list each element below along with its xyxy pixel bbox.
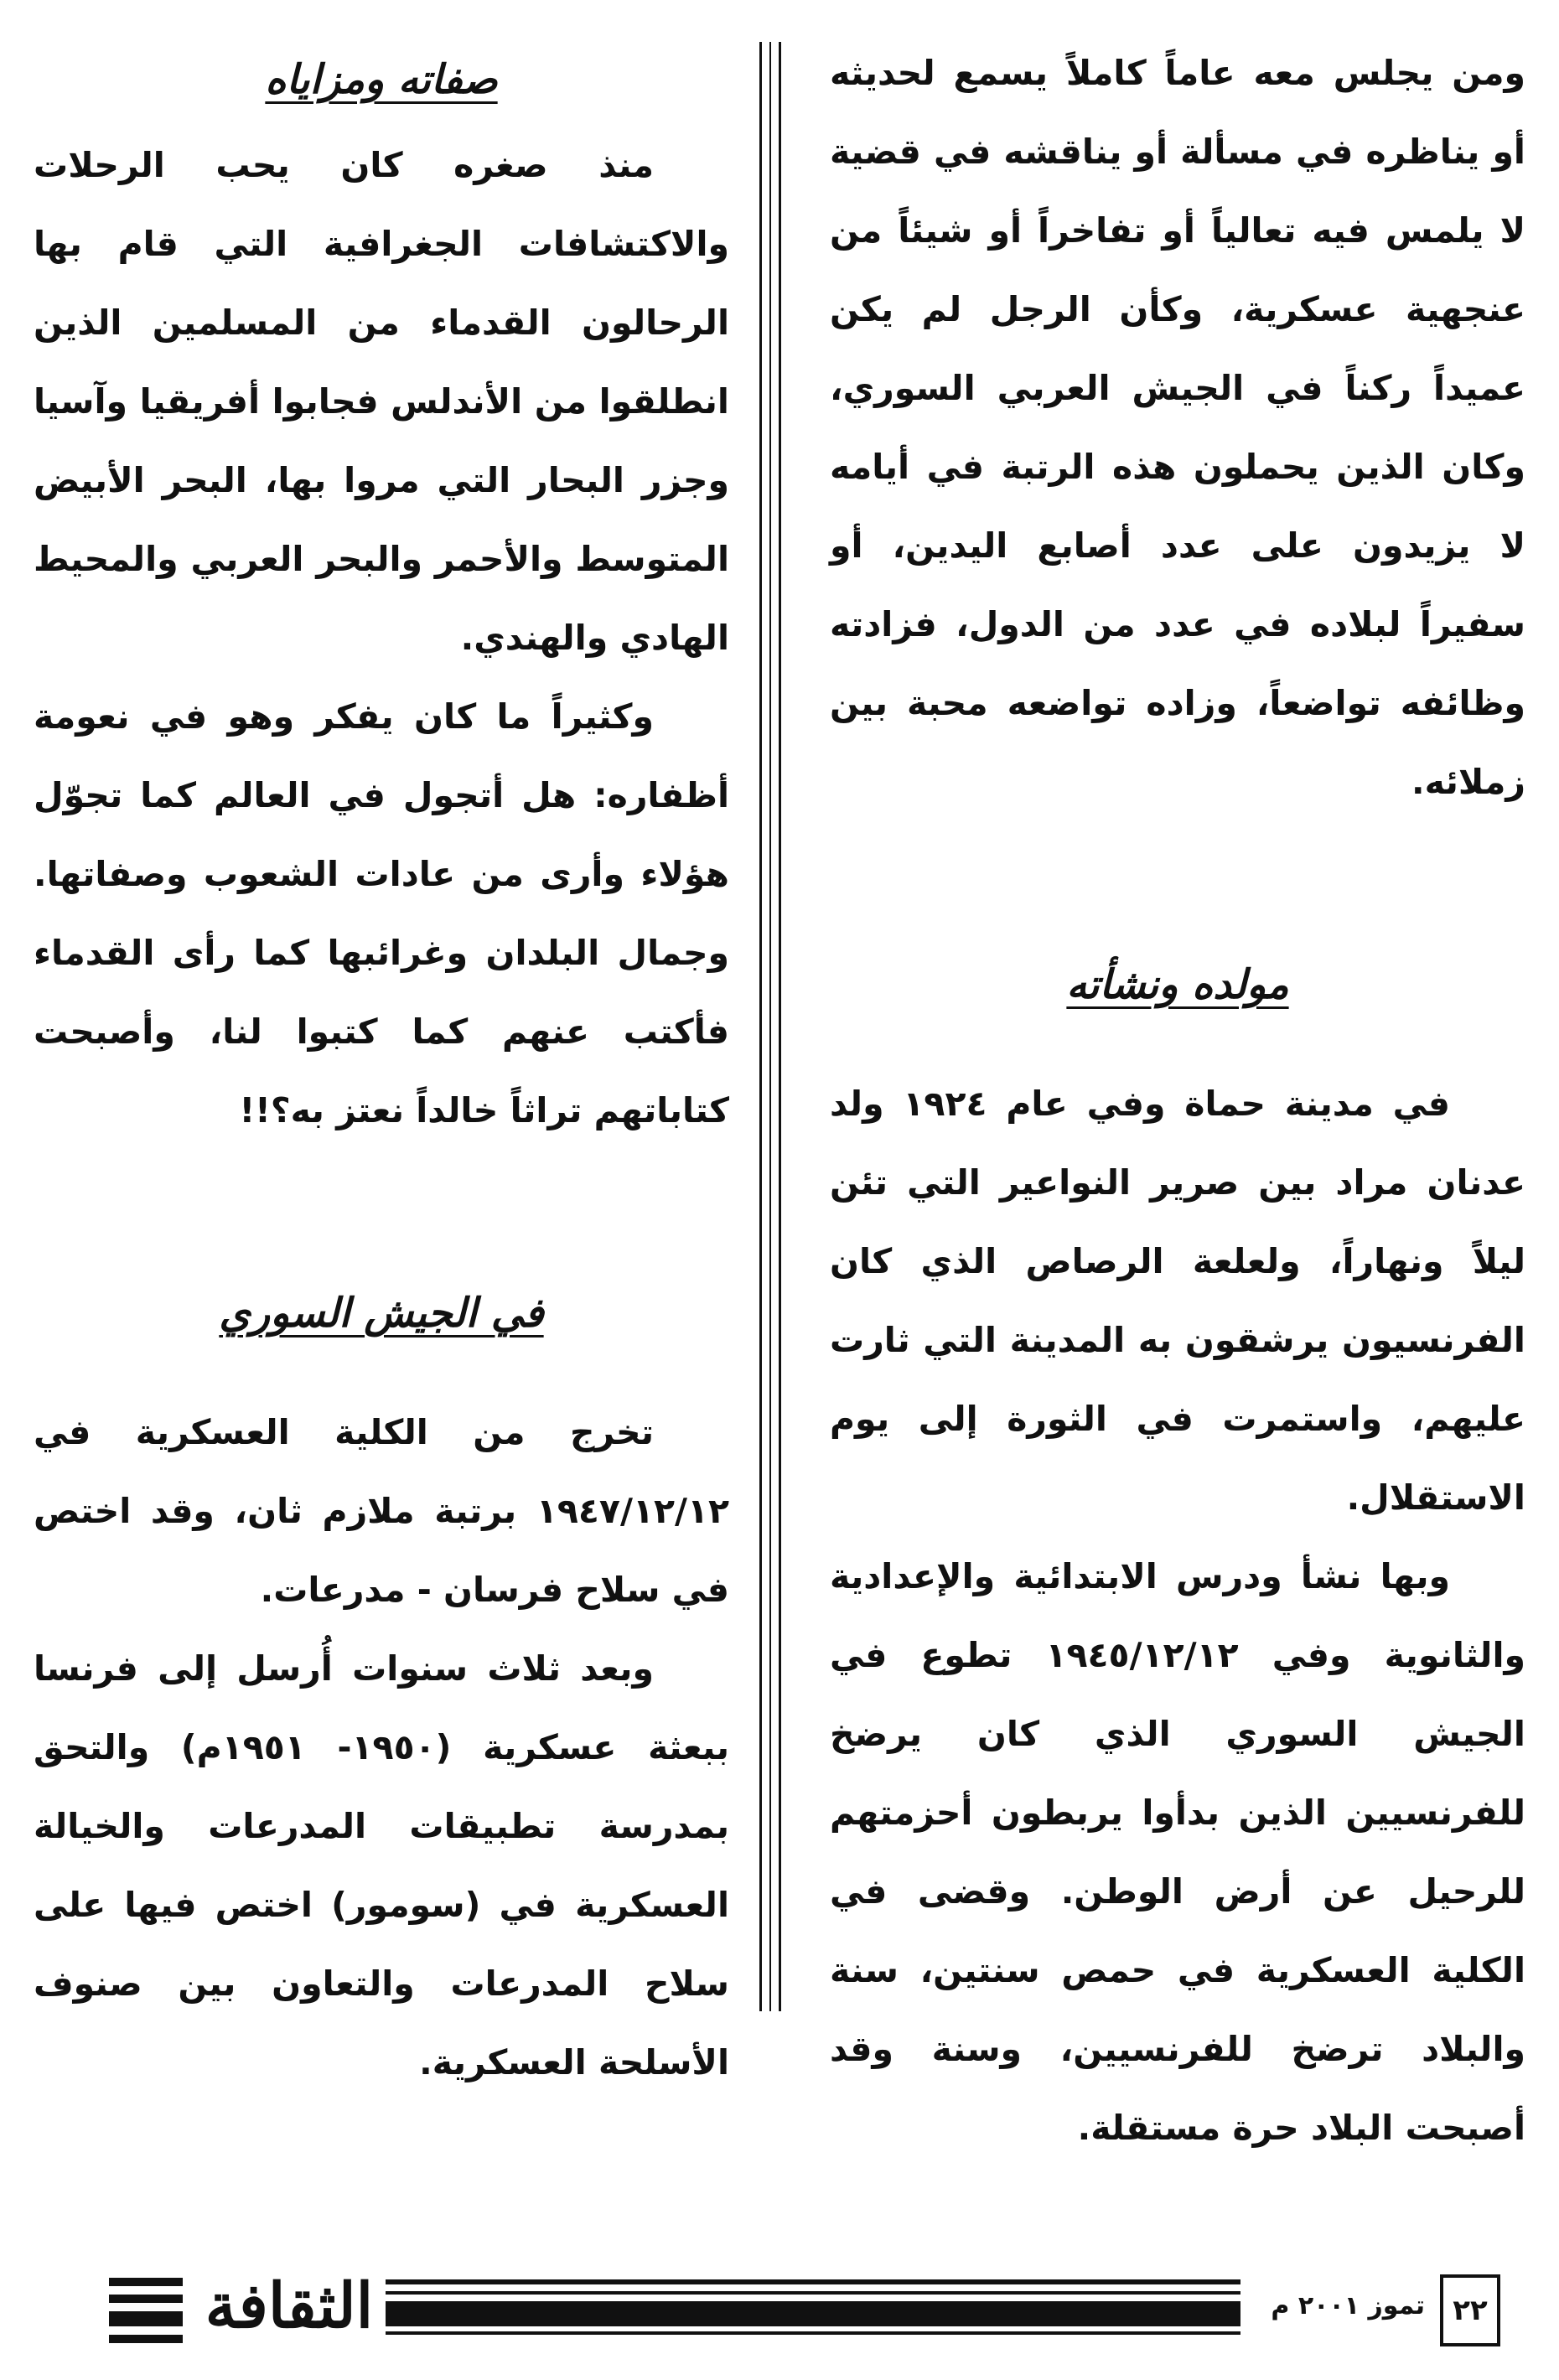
left-column (34, 34, 729, 2102)
traits-paragraph-1: منذ صغره كان يحب الرحلات والاكتشافات الجغرافية التي قام بها الرحالون القدماء من المسلمين الذين انطلقوا من الأندلس فجابوا أفريقيا وآسيا وجزر البحار التي مروا بها، البحر الأبيض المتوسط والأحمر والبحر العربي والمحيط الهادي والهندي. (34, 145, 729, 658)
section-title-traits: صفاته ومزاياه (265, 56, 498, 103)
army-paragraph-1: تخرج من الكلية العسكرية في ١٩٤٧/١٢/١٢ برتبة ملازم ثان، وقد اختص في سلاح فرسان - مدرعات. (34, 1412, 729, 1610)
column-divider (759, 42, 781, 2011)
magazine-logo: الثقافة (205, 2270, 374, 2342)
footer-bars-ornament (109, 2278, 183, 2345)
page-number: ٢٢ (1440, 2274, 1500, 2346)
footer-rule (386, 2279, 1240, 2343)
traits-paragraph-2: وكثيراً ما كان يفكر وهو في نعومة أظفاره: هل أتجول في العالم كما تجوّل هؤلاء وأرى من عادات الشعوب وصفاتها. وجمال البلدان وغرائبها كما رأى القدماء فأكتب عنهم كما كتبوا لنا، وأصبحت كتاباتهم تراثاً خالداً نعتز به؟!! (34, 696, 729, 1130)
birth-paragraph-1: في مدينة حماة وفي عام ١٩٢٤ ولد عدنان مراد بين صرير النواعير التي تئن ليلاً ونهاراً، ولعلعة الرصاص الذي كان الفرنسيون يرشقون به المدينة التي ثارت عليهم، واستمرت في الثورة إلى يوم الاستقلال. (830, 1084, 1525, 1518)
section-title-birth: مولده ونشأته (1066, 961, 1289, 1008)
right-column (830, 34, 1525, 2167)
birth-paragraph-2: وبها نشأ ودرس الابتدائية والإعدادية والثانوية وفي ١٩٤٥/١٢/١٢ تطوع في الجيش السوري الذي كان يرضخ للفرنسيين الذين بدأوا يربطون أحزمتهم للرحيل عن أرض الوطن. وقضى في الكلية العسكرية في حمص سنتين، سنة والبلاد ترضخ للفرنسيين، وسنة وقد أصبحت البلاد حرة مستقلة. (830, 1556, 1525, 2148)
army-paragraph-2: وبعد ثلاث سنوات أُرسل إلى فرنسا ببعثة عسكرية (١٩٥٠- ١٩٥١م) والتحق بمدرسة تطبيقات المدرعات والخيالة العسكرية في (سومور) اختص فيها على سلاح المدرعات والتعاون بين صنوف الأسلحة العسكرية. (34, 1648, 729, 2082)
section-title-army: في الجيش السوري (219, 1290, 544, 1337)
page-footer (109, 2254, 1500, 2363)
issue-date: تموز ٢٠٠١ م (1271, 2291, 1425, 2320)
intro-paragraph: ومن يجلس معه عاماً كاملاً يسمع لحديثه أو يناظره في مسألة أو يناقشه في قضية لا يلمس فيه تعالياً أو تفاخراً أو شيئاً من عنجهية عسكرية، وكأن الرجل لم يكن عميداً ركناً في الجيش العربي السوري، وكان الذين يحملون هذه الرتبة في أيامه لا يزيدون على عدد أصابع اليدين، أو سفيراً لبلاده في عدد من الدول، فزادته وظائفه تواضعاً، وزاده تواضعه محبة بين زملائه. (830, 53, 1525, 802)
